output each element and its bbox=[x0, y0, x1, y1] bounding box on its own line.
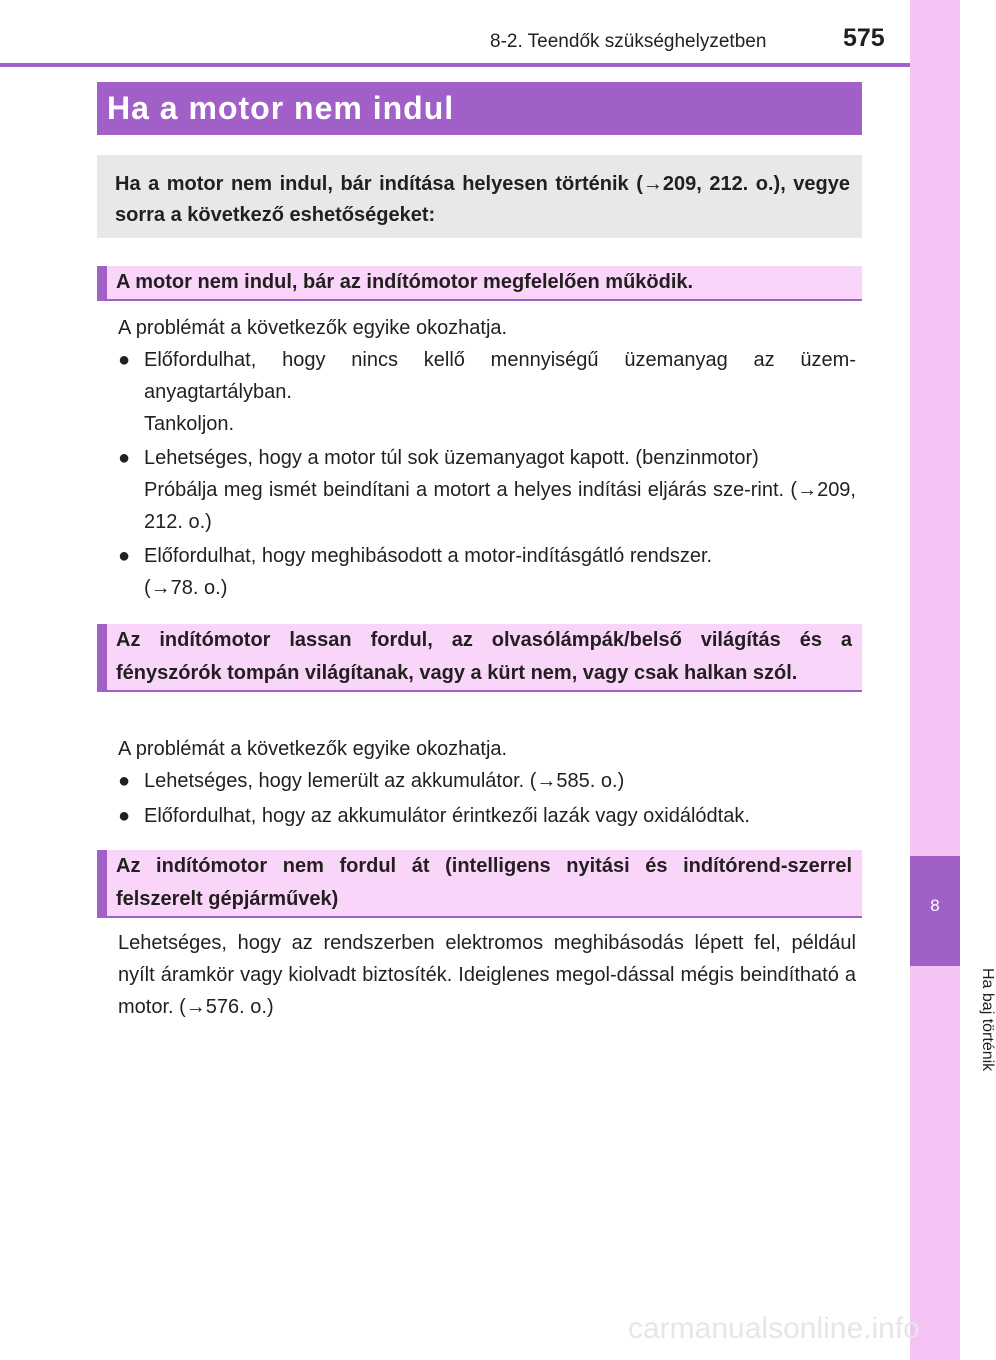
chapter-label: Ha baj történik bbox=[979, 968, 996, 1072]
bullet-icon: ● bbox=[118, 805, 131, 827]
bullet-icon: ● bbox=[118, 349, 131, 371]
page-title: Ha a motor nem indul bbox=[107, 90, 455, 126]
bullet-item: ● Lehetséges, hogy a motor túl sok üzemanyagot kapott. (benzinmotor) Próbálja meg ismét beindítani a motort a helyes indítási eljárás sze-rint. (→209, 212. o.) bbox=[118, 442, 856, 538]
subheading-starter-not-turning: Az indítómotor nem fordul át (intelligens nyitási és indítórend-szerrel felszerelt gépjárművek) bbox=[97, 850, 862, 918]
section-lead: A problémát a következők egyike okozhatja. bbox=[118, 317, 508, 339]
chapter-number: 8 bbox=[930, 896, 940, 915]
subheading-engine-not-starting: A motor nem indul, bár az indítómotor megfelelően működik. bbox=[97, 266, 862, 301]
bullet-note: Tankoljon. bbox=[144, 413, 235, 435]
section-body: Lehetséges, hogy az rendszerben elektromos meghibásodás lépett fel, például nyílt áramkör vagy kiolvadt biztosíték. Ideiglenes megol-dással mégis beindítható a motor. (→576. o.) bbox=[118, 932, 856, 1018]
bullet-item: ● Előfordulhat, hogy nincs kellő mennyiségű üzemanyag az üzem-anyagtartályban. Tankoljon. bbox=[118, 344, 856, 440]
bullet-icon: ● bbox=[118, 770, 131, 792]
bullet-icon: ● bbox=[118, 447, 131, 469]
intro-box bbox=[97, 155, 862, 238]
section-title: 8-2. Teendők szükséghelyzetben bbox=[490, 31, 767, 52]
page-title-bar bbox=[97, 82, 862, 135]
intro-text: Ha a motor nem indul, bár indítása helyesen történik (→209, 212. o.), vegye sorra a következő eshetőségeket: bbox=[115, 173, 850, 226]
bullet-note: (→78. o.) bbox=[144, 577, 228, 599]
bullet-item: ● Előfordulhat, hogy az akkumulátor érintkezői lazák vagy oxidálódtak. bbox=[118, 800, 856, 832]
bullet-note: Próbálja meg ismét beindítani a motort a helyes indítási eljárás sze-rint. (→209, 212. o.) bbox=[144, 479, 856, 533]
bullet-item: ● Lehetséges, hogy lemerült az akkumulátor. (→585. o.) bbox=[118, 765, 856, 797]
section-lead: A problémát a következők egyike okozhatja. bbox=[118, 738, 508, 760]
bullet-icon: ● bbox=[118, 545, 131, 567]
bullet-item: ● Előfordulhat, hogy meghibásodott a motor-indításgátló rendszer. (→78. o.) bbox=[118, 540, 856, 604]
subheading-slow-starter: Az indítómotor lassan fordul, az olvasólámpák/belső világítás és a fényszórók tompán világítanak, vagy a kürt nem, vagy csak halkan szól. bbox=[97, 624, 862, 692]
watermark: carmanualsonline.info bbox=[628, 1312, 920, 1345]
header-rule bbox=[0, 63, 910, 67]
page-number: 575 bbox=[843, 24, 885, 52]
